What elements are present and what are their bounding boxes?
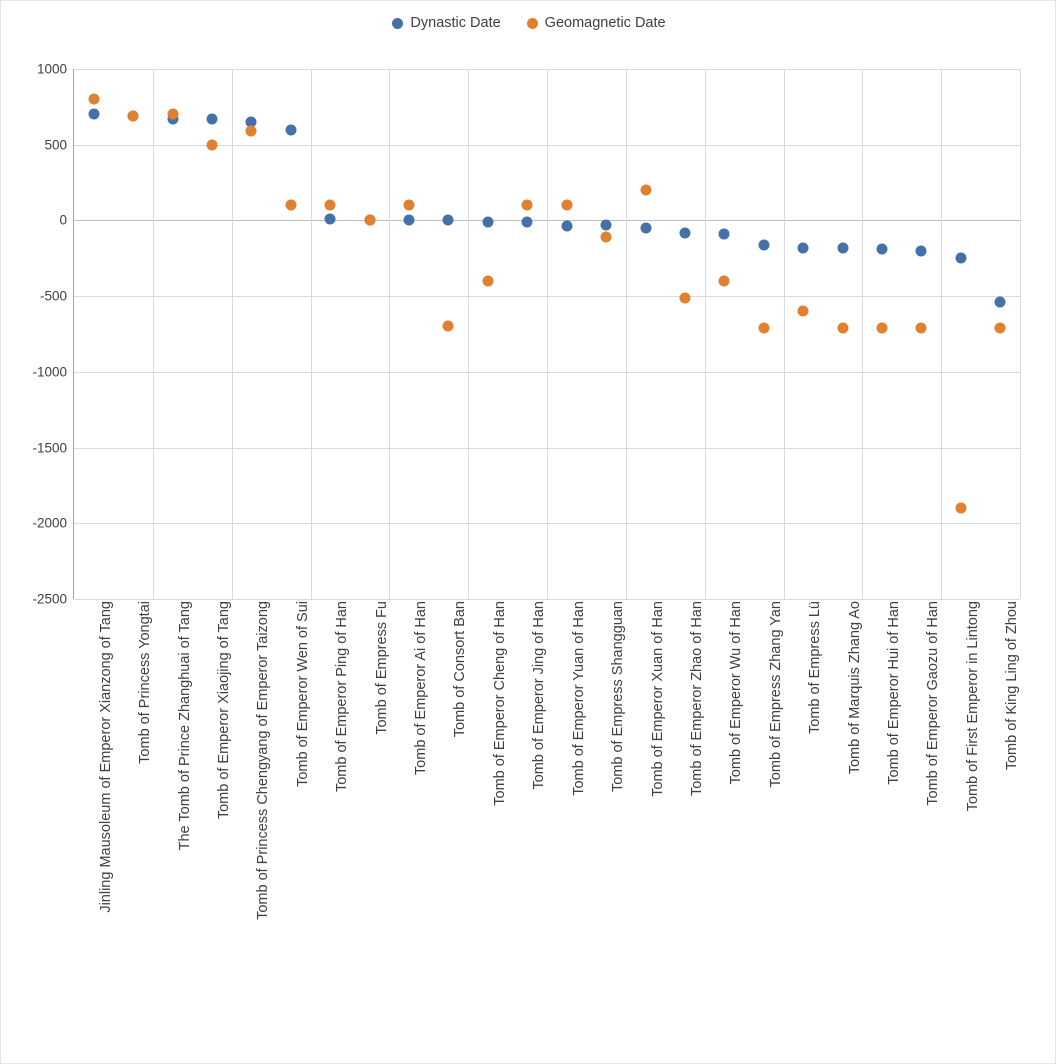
y-tick-label: 1000 bbox=[36, 61, 67, 77]
data-point bbox=[640, 185, 651, 196]
data-point bbox=[404, 200, 415, 211]
x-tick-label: Tomb of Emperor Wu of Han bbox=[728, 601, 745, 785]
data-point bbox=[443, 215, 454, 226]
legend-item-dynastic-date bbox=[392, 15, 500, 31]
y-tick-label: -1000 bbox=[32, 364, 67, 380]
data-point bbox=[719, 229, 730, 240]
data-point bbox=[837, 243, 848, 254]
plot-area bbox=[73, 69, 1021, 599]
data-point bbox=[679, 227, 690, 238]
data-point bbox=[561, 200, 572, 211]
gridline-horizontal bbox=[74, 599, 1020, 600]
data-point bbox=[522, 216, 533, 227]
data-point bbox=[404, 215, 415, 226]
data-point bbox=[206, 113, 217, 124]
gridline-vertical bbox=[941, 69, 942, 599]
y-tick-label: -500 bbox=[39, 288, 67, 304]
x-tick-label: Jinling Mausoleum of Emperor Xianzong of Tang bbox=[97, 601, 114, 913]
data-point bbox=[325, 213, 336, 224]
x-tick-label: Tomb of Emperor Cheng of Han bbox=[491, 601, 508, 806]
x-tick-label: Tomb of King Ling of Zhou bbox=[1004, 601, 1021, 771]
gridline-vertical bbox=[468, 69, 469, 599]
data-point bbox=[719, 276, 730, 287]
legend-label-geomagnetic: Geomagnetic Date bbox=[544, 15, 666, 31]
data-point bbox=[88, 109, 99, 120]
x-tick-label: Tomb of Emperor Xuan of Han bbox=[649, 601, 666, 797]
x-tick-label: Tomb of Empress Fu bbox=[373, 601, 390, 735]
gridline-vertical bbox=[311, 69, 312, 599]
chart-legend bbox=[1, 15, 1056, 31]
data-point bbox=[640, 223, 651, 234]
x-tick-label: Tomb of Emperor Hui of Han bbox=[886, 601, 903, 785]
data-point bbox=[443, 321, 454, 332]
x-tick-label: Tomb of Emperor Ping of Han bbox=[334, 601, 351, 793]
data-point bbox=[916, 245, 927, 256]
data-point bbox=[877, 322, 888, 333]
data-point bbox=[285, 124, 296, 135]
x-tick-label: Tomb of Empress Zhang Yan bbox=[767, 601, 784, 788]
data-point bbox=[325, 200, 336, 211]
data-point bbox=[758, 239, 769, 250]
gridline-vertical bbox=[389, 69, 390, 599]
x-tick-label: Tomb of Empress Shangguan bbox=[610, 601, 627, 793]
data-point bbox=[285, 200, 296, 211]
y-tick-label: -2500 bbox=[32, 591, 67, 607]
data-point bbox=[206, 139, 217, 150]
data-point bbox=[995, 297, 1006, 308]
data-point bbox=[246, 126, 257, 137]
gridline-vertical bbox=[862, 69, 863, 599]
data-point bbox=[601, 232, 612, 243]
legend-item-geomagnetic-date bbox=[527, 15, 666, 31]
gridline-vertical bbox=[626, 69, 627, 599]
gridline-vertical bbox=[547, 69, 548, 599]
data-point bbox=[128, 110, 139, 121]
x-tick-label: Tomb of Empress Lü bbox=[807, 601, 824, 734]
x-tick-label: The Tomb of Prince Zhanghuai of Tang bbox=[176, 601, 193, 851]
gridline-vertical bbox=[705, 69, 706, 599]
y-tick-label: 0 bbox=[59, 212, 67, 228]
y-axis-tick-labels bbox=[1, 61, 67, 607]
y-tick-label: 500 bbox=[44, 137, 67, 153]
x-tick-label: Tomb of Emperor Jing of Han bbox=[531, 601, 548, 790]
x-axis-tick-labels bbox=[73, 601, 1021, 1061]
data-point bbox=[758, 322, 769, 333]
data-point bbox=[522, 200, 533, 211]
data-point bbox=[798, 242, 809, 253]
x-tick-label: Tomb of Emperor Zhao of Han bbox=[688, 601, 705, 797]
x-tick-label: Tomb of Princess Yongtai bbox=[137, 601, 154, 764]
data-point bbox=[167, 109, 178, 120]
y-tick-label: -1500 bbox=[32, 440, 67, 456]
data-point bbox=[798, 306, 809, 317]
data-point bbox=[916, 322, 927, 333]
data-point bbox=[561, 221, 572, 232]
gridline-vertical bbox=[153, 69, 154, 599]
gridline-vertical bbox=[784, 69, 785, 599]
data-point bbox=[364, 215, 375, 226]
data-point bbox=[955, 503, 966, 514]
data-point bbox=[601, 219, 612, 230]
data-point bbox=[482, 216, 493, 227]
x-tick-label: Tomb of Consort Ban bbox=[452, 601, 469, 738]
x-tick-label: Tomb of Marquis Zhang Ao bbox=[846, 601, 863, 775]
x-tick-label: Tomb of Princess Chengyang of Emperor Taizong bbox=[255, 601, 272, 920]
x-tick-label: Tomb of Emperor Ai of Han bbox=[413, 601, 430, 776]
legend-color-swatch-dynastic bbox=[392, 18, 403, 29]
data-point bbox=[679, 292, 690, 303]
data-point bbox=[482, 276, 493, 287]
y-tick-label: -2000 bbox=[32, 515, 67, 531]
gridline-vertical bbox=[232, 69, 233, 599]
legend-color-swatch-geomagnetic bbox=[527, 18, 538, 29]
x-tick-label: Tomb of Emperor Yuan of Han bbox=[570, 601, 587, 796]
data-point bbox=[955, 253, 966, 264]
data-point bbox=[877, 244, 888, 255]
legend-label-dynastic: Dynastic Date bbox=[410, 15, 501, 31]
x-tick-label: Tomb of Emperor Xiaojing of Tang bbox=[215, 601, 232, 820]
x-tick-label: Tomb of Emperor Gaozu of Han bbox=[925, 601, 942, 806]
x-tick-label: Tomb of First Emperor in Lintong bbox=[964, 601, 981, 812]
data-point bbox=[995, 322, 1006, 333]
data-point bbox=[837, 322, 848, 333]
data-point bbox=[88, 94, 99, 105]
x-tick-label: Tomb of Emperor Wen of Sui bbox=[294, 601, 311, 787]
